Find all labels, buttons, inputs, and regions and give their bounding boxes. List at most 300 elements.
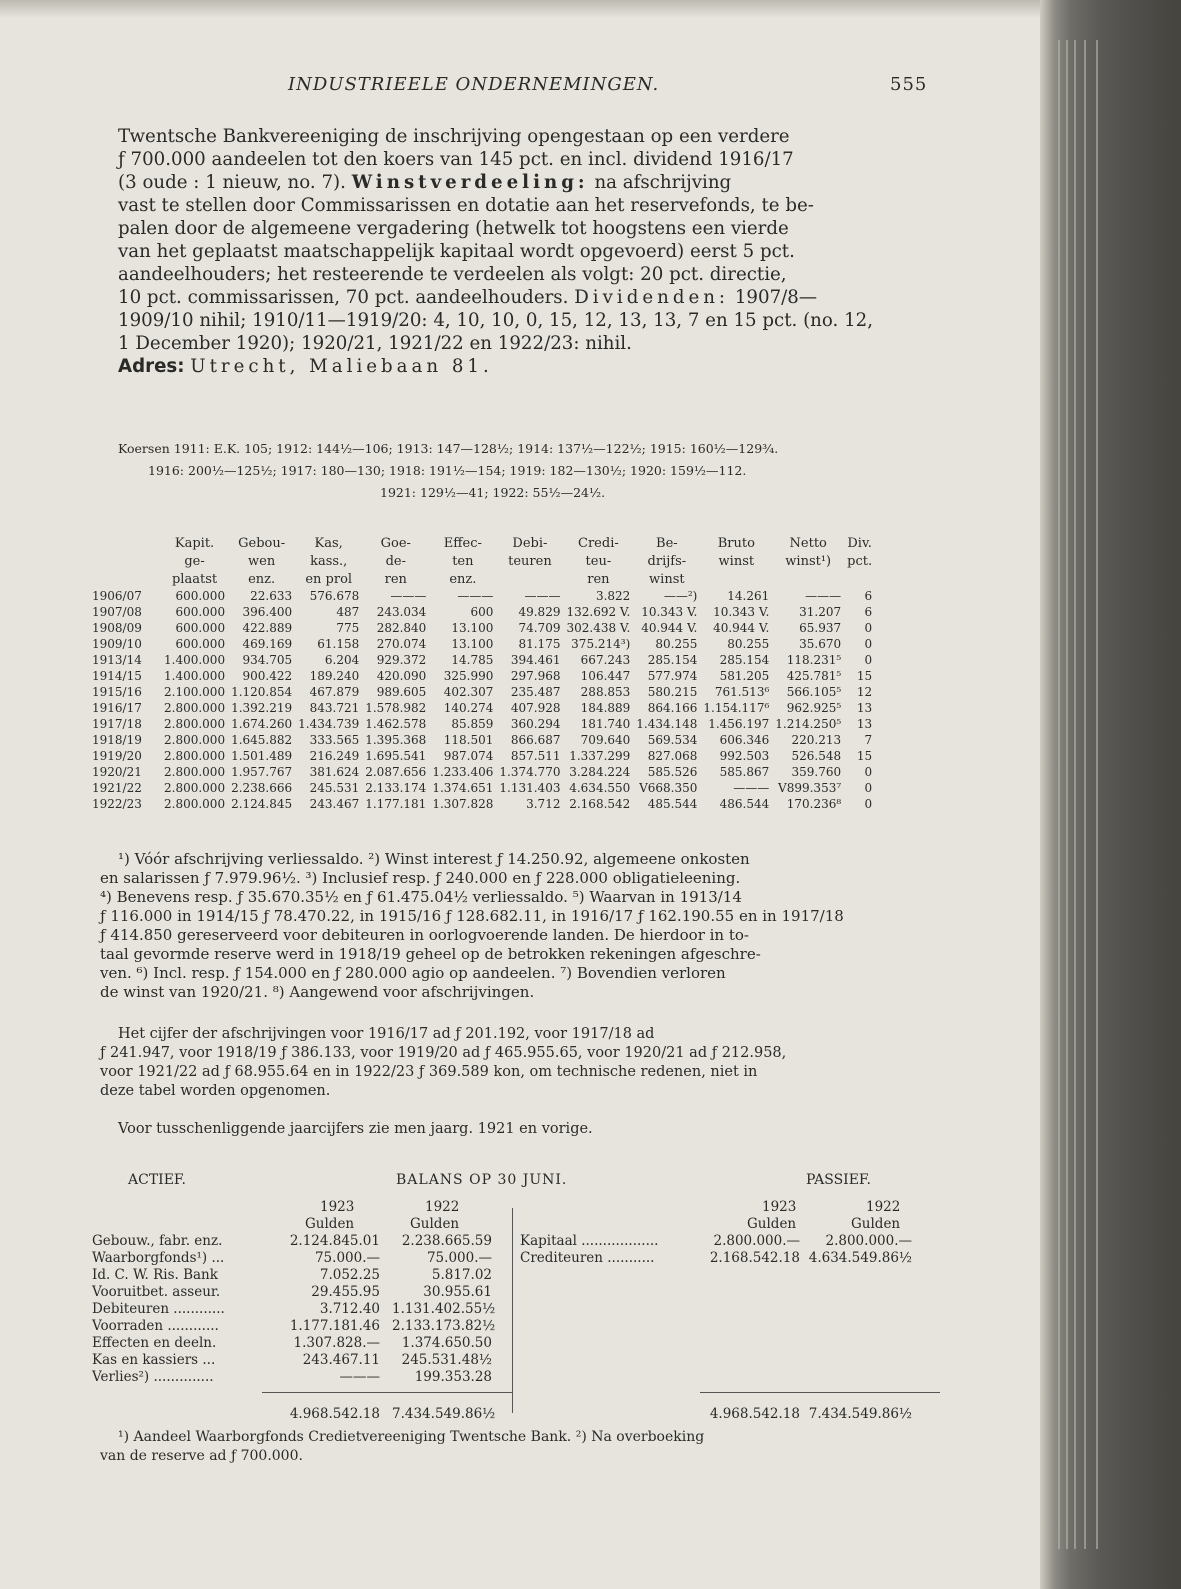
intro-line: van het geplaatst maatschappelijk kapitaal wordt opgevoerd) eerst 5 pct. [118, 241, 795, 262]
table-cell: 40.944 V. [641, 621, 698, 635]
table-cell: 35.670 [799, 637, 842, 651]
afschr-line: Het cijfer der afschrijvingen voor 1916/17 ad ƒ 201.192, voor 1917/18 ad [118, 1026, 655, 1042]
footnote-line: ¹) Vóór afschrijving verliessaldo. ²) Winst interest ƒ 14.250.92, algemeene onkosten [118, 850, 750, 868]
actief-total-1922: 7.434.549.86½ [392, 1406, 496, 1422]
actief-label: ACTIEF. [128, 1172, 186, 1188]
footnote-line: ƒ 414.850 gereserveerd voor debiteuren in oorlogvoerende landen. De hierdoor in to- [100, 926, 749, 944]
passief-unit1: Gulden [747, 1216, 797, 1232]
table-header-row [92, 534, 875, 552]
actief-item-label: Voorraden ............ [92, 1318, 219, 1334]
table-cell: 576.678 [309, 589, 360, 603]
actief-value: 7.052.25 [319, 1267, 380, 1283]
actief-item-label: Id. C. W. Ris. Bank [92, 1267, 218, 1283]
table-cell: 216.249 [309, 749, 360, 763]
table-cell: 2.124.845 [231, 797, 293, 811]
table-header-cell: ren [587, 571, 610, 587]
table-year-cell: 1919/20 [92, 749, 142, 763]
table-cell: 761.513⁶ [714, 685, 770, 699]
table-cell: 0 [864, 781, 873, 795]
table-cell: 934.705 [242, 653, 293, 667]
actief-value: 3.712.40 [319, 1301, 380, 1317]
table-cell: 40.944 V. [713, 621, 770, 635]
table-cell: 1.337.299 [569, 749, 631, 763]
passief-item-label: Crediteuren ........... [520, 1250, 655, 1266]
balance-footnote [100, 1428, 938, 1466]
table-cell: 80.255 [655, 637, 698, 651]
table-header-cell: teu- [585, 553, 612, 569]
table-cell: 243.467 [309, 797, 360, 811]
table-cell: 2.800.000 [164, 733, 226, 747]
table-cell: 333.565 [309, 733, 360, 747]
table-cell: 1.695.541 [365, 749, 427, 763]
table-cell: 0 [864, 637, 873, 651]
table-cell: 606.346 [719, 733, 770, 747]
table-header-cell: Kapit. [174, 535, 215, 551]
table-year-cell: 1908/09 [92, 621, 142, 635]
actief-value: 30.955.61 [423, 1284, 492, 1300]
table-cell: 1.434.739 [298, 717, 360, 731]
table-cell: 10.343 V. [713, 605, 770, 619]
table-cell: 1.395.368 [365, 733, 427, 747]
passief-item-label: Kapitaal .................. [520, 1233, 659, 1249]
book-spine-edge [1040, 0, 1181, 1589]
table-header-cell: kass., [310, 553, 348, 569]
intro-line: Twentsche Bankvereeniging de inschrijving opengestaan op een verdere [118, 126, 790, 147]
table-header-cell: Gebou- [238, 535, 286, 551]
table-cell: 13 [856, 701, 873, 715]
table-header-cell: winst [649, 571, 685, 587]
adres-label: Adres: [118, 356, 185, 377]
table-cell: 422.889 [242, 621, 293, 635]
table-cell: 3.712 [526, 797, 561, 811]
afschrijvingen-paragraph [100, 1025, 938, 1101]
table-header-cell: Bruto [717, 535, 755, 551]
table-header-cell [92, 534, 161, 552]
table-cell: 1.400.000 [164, 669, 226, 683]
intro-line: palen door de algemeene vergadering (hetwelk tot hoogstens een vierde [118, 218, 789, 239]
table-year-cell: 1921/22 [92, 781, 142, 795]
table-cell: 2.238.666 [231, 781, 293, 795]
table-cell: 2.800.000 [164, 701, 226, 715]
table-header-cell [496, 570, 563, 588]
table-header-cell: drijfs- [647, 553, 687, 569]
passief-label: PASSIEF. [806, 1172, 871, 1188]
table-cell: 189.240 [309, 669, 360, 683]
actief-value: 199.353.28 [414, 1369, 492, 1385]
table-row [92, 764, 875, 780]
page-top-edge [0, 0, 1040, 18]
table-header-cell [844, 570, 875, 588]
table-cell: ——²) [663, 589, 698, 603]
table-cell: 864.166 [647, 701, 698, 715]
table-row [92, 780, 875, 796]
table-cell: 585.526 [647, 765, 698, 779]
table-cell: 487 [336, 605, 360, 619]
table-cell: 600.000 [175, 589, 226, 603]
afschr-line: ƒ 241.947, voor 1918/19 ƒ 386.133, voor 1919/20 ad ƒ 465.955.65, voor 1920/21 ad ƒ 212.958, [100, 1045, 787, 1061]
table-header-row [92, 570, 875, 588]
table-header-cell: winst [718, 553, 755, 569]
table-header-cell: Kas, [314, 535, 343, 551]
actief-value: 1.374.650.50 [401, 1335, 492, 1351]
table-cell: ——— [457, 589, 494, 603]
actief-value: 243.467.11 [302, 1352, 380, 1368]
table-cell: 1.674.260 [231, 717, 293, 731]
running-header: INDUSTRIEELE ONDERNEMINGEN. [288, 74, 660, 95]
table-header-cell: enz. [449, 571, 477, 587]
table-header-cell [772, 570, 844, 588]
table-cell: 526.548 [791, 749, 842, 763]
table-cell: ——— [733, 781, 770, 795]
actief-item-label: Effecten en deeln. [92, 1335, 217, 1351]
table-cell: 243.034 [376, 605, 427, 619]
table-cell: 13.100 [451, 621, 494, 635]
table-cell: 0 [864, 653, 873, 667]
table-cell: 360.294 [510, 717, 561, 731]
actief-values-1923 [280, 1233, 380, 1386]
table-cell: 1.233.406 [432, 765, 494, 779]
intro-line: (3 oude : 1 nieuw, no. 7). Winstverdeeling: na afschrijving [118, 172, 732, 193]
koersen-line: 1916: 200½—125½; 1917: 180—130; 1918: 191½—154; 1919: 182—130½; 1920: 159½—112. [148, 463, 747, 478]
footnote-line: taal gevormde reserve werd in 1918/19 geheel op de betrokken rekeningen afgeschre- [100, 945, 761, 963]
intro-line: aandeelhouders; het resteerende te verdeelen als volgt: 20 pct. directie, [118, 264, 787, 285]
table-cell: 140.274 [443, 701, 494, 715]
actief-value: 1.307.828.— [293, 1335, 380, 1351]
table-year-cell: 1918/19 [92, 733, 142, 747]
table-cell: 61.158 [317, 637, 360, 651]
passief-total-1922: 7.434.549.86½ [808, 1406, 912, 1422]
table-cell: 1.131.403 [499, 781, 561, 795]
table-cell: 600 [470, 605, 494, 619]
passief-items [520, 1233, 658, 1267]
table-cell: ——— [524, 589, 561, 603]
table-header-cell: Netto [789, 535, 827, 551]
table-header-cell [700, 570, 772, 588]
table-row [92, 732, 875, 748]
table-header-cell: wen [248, 553, 276, 569]
actief-item-label: Waarborgfonds¹) ... [92, 1250, 225, 1266]
table-header-cell: ten [452, 553, 474, 569]
table-cell: 2.800.000 [164, 781, 226, 795]
table-cell: 381.624 [309, 765, 360, 779]
table-cell: 2.087.656 [365, 765, 427, 779]
actief-value: ——— [339, 1369, 380, 1385]
table-cell: 12 [856, 685, 873, 699]
table-cell: 425.781⁵ [786, 669, 842, 683]
table-cell: ——— [390, 589, 427, 603]
table-year-cell: 1914/15 [92, 669, 142, 683]
table-row [92, 684, 875, 700]
footnote-line: ven. ⁶) Incl. resp. ƒ 154.000 en ƒ 280.000 agio op aandeelen. ⁷) Bovendien verloren [100, 964, 726, 982]
table-cell: 2.800.000 [164, 749, 226, 763]
actief-year2: 1922 [425, 1199, 460, 1215]
table-cell: 600.000 [175, 637, 226, 651]
table-cell: 0 [864, 797, 873, 811]
table-row [92, 604, 875, 620]
table-cell: 3.822 [595, 589, 631, 603]
actief-item-label: Verlies²) .............. [92, 1369, 214, 1385]
table-cell: 375.214³) [571, 637, 631, 651]
table-cell: 1.400.000 [164, 653, 226, 667]
table-cell: 170.236⁸ [786, 797, 842, 811]
koersen-line: 1921: 129½—41; 1922: 55½—24½. [380, 485, 606, 500]
passief-year1: 1923 [762, 1199, 797, 1215]
table-cell: 992.503 [719, 749, 770, 763]
table-cell: 7 [864, 733, 873, 747]
table-cell: 1.374.770 [499, 765, 561, 779]
table-cell: 866.687 [510, 733, 561, 747]
actief-total-rule [262, 1392, 512, 1393]
table-cell: 857.511 [510, 749, 561, 763]
table-cell: 49.829 [518, 605, 561, 619]
table-cell: 325.990 [443, 669, 494, 683]
table-cell: 2.800.000 [164, 765, 226, 779]
table-year-cell: 1920/21 [92, 765, 142, 779]
koersen-line: Koersen 1911: E.K. 105; 1912: 144½—106; 1913: 147—128½; 1914: 137½—122½; 1915: 160½—129¾. [118, 441, 779, 456]
table-cell: 1.645.882 [231, 733, 293, 747]
balance-footnote-line: ¹) Aandeel Waarborgfonds Credietvereeniging Twentsche Bank. ²) Na overboeking [118, 1429, 705, 1445]
table-cell: 580.215 [647, 685, 698, 699]
passief-unit2: Gulden [851, 1216, 901, 1232]
table-cell: 569.534 [647, 733, 698, 747]
table-cell: 396.400 [242, 605, 293, 619]
table-cell: 235.487 [510, 685, 561, 699]
table-cell: 2.800.000 [164, 717, 226, 731]
passief-value: 2.168.542.18 [709, 1250, 800, 1266]
footnote-line: ƒ 116.000 in 1914/15 ƒ 78.470.22, in 1915/16 ƒ 128.682.11, in 1916/17 ƒ 162.190.55 en in 1917/18 [100, 907, 844, 925]
table-cell: 0 [864, 765, 873, 779]
table-cell: 1.392.219 [231, 701, 293, 715]
table-year-cell: 1917/18 [92, 717, 142, 731]
table-year-cell: 1913/14 [92, 653, 142, 667]
table-cell: 288.853 [580, 685, 631, 699]
table-cell: 566.105⁵ [786, 685, 842, 699]
table-cell: 485.544 [647, 797, 698, 811]
table-cell: 85.859 [451, 717, 494, 731]
actief-item-label: Kas en kassiers ... [92, 1352, 216, 1368]
actief-item-label: Debiteuren ............ [92, 1301, 225, 1317]
table-cell: 181.740 [580, 717, 631, 731]
table-cell: 297.968 [510, 669, 561, 683]
table-cell: 2.100.000 [164, 685, 226, 699]
table-header-cell: Debi- [512, 535, 548, 551]
table-year-cell: 1906/07 [92, 589, 142, 603]
table-cell: 1.434.148 [636, 717, 698, 731]
table-cell: V899.353⁷ [778, 781, 842, 795]
table-row [92, 652, 875, 668]
intro-line: vast te stellen door Commissarissen en dotatie aan het reservefonds, te be- [118, 195, 814, 216]
table-cell: 2.800.000 [164, 797, 226, 811]
page-number: 555 [890, 74, 928, 95]
table-cell: 0 [864, 621, 873, 635]
footnote-line: en salarissen ƒ 7.979.96½. ³) Inclusief resp. ƒ 240.000 en ƒ 228.000 obligatieleening. [100, 869, 741, 887]
table-header-cell: de- [385, 553, 406, 569]
balance-divider [512, 1208, 513, 1413]
table-cell: 270.074 [376, 637, 427, 651]
adres-value: Utrecht, Maliebaan 81. [190, 356, 493, 377]
table-cell: 2.133.174 [365, 781, 427, 795]
table-cell: 14.261 [727, 589, 770, 603]
table-header-row [92, 552, 875, 570]
table-cell: 220.213 [791, 733, 842, 747]
actief-item-label: Vooruitbet. asseur. [92, 1284, 221, 1300]
table-header-cell: teuren [508, 553, 552, 569]
table-cell: 81.175 [518, 637, 561, 651]
table-cell: 1.154.117⁶ [703, 701, 770, 715]
actief-value: 2.238.665.59 [401, 1233, 492, 1249]
actief-values-1922 [392, 1233, 496, 1386]
table-year-cell: 1915/16 [92, 685, 142, 699]
address-line [118, 355, 938, 378]
intro-line: 1 December 1920); 1920/21, 1921/22 en 1922/23: nihil. [118, 333, 632, 354]
table-header-cell: enz. [248, 571, 276, 587]
table-cell: 843.721 [309, 701, 360, 715]
actief-value: 75.000.— [314, 1250, 380, 1266]
table-header-cell: Div. [847, 535, 872, 551]
actief-year1: 1923 [320, 1199, 355, 1215]
table-cell: 1.307.828 [432, 797, 494, 811]
table-cell: 184.889 [580, 701, 631, 715]
table-cell: 469.169 [242, 637, 293, 651]
table-cell: 1.957.767 [231, 765, 293, 779]
table-row [92, 636, 875, 652]
intro-paragraph [118, 125, 938, 378]
table-header-cell: pct. [847, 553, 873, 569]
table-cell: 118.501 [443, 733, 494, 747]
afschr-line: deze tabel worden opgenomen. [100, 1083, 331, 1099]
actief-value: 245.531.48½ [401, 1352, 492, 1368]
table-cell: 285.154 [719, 653, 770, 667]
intro-line: 1909/10 nihil; 1910/11—1919/20: 4, 10, 10, 0, 15, 12, 13, 13, 7 en 15 pct. (no. 12, [118, 310, 873, 331]
table-cell: 900.422 [242, 669, 293, 683]
intro-line: 10 pct. commissarissen, 70 pct. aandeelhouders. Dividenden: 1907/8— [118, 287, 818, 308]
table-year-cell: 1922/23 [92, 797, 142, 811]
actief-unit1: Gulden [305, 1216, 355, 1232]
table-header-cell: Goe- [380, 535, 411, 551]
table-header-cell: plaatst [171, 571, 218, 587]
table-cell: 80.255 [727, 637, 770, 651]
actief-items [92, 1233, 225, 1386]
table-cell: 245.531 [309, 781, 360, 795]
financial-table [92, 534, 875, 812]
table-cell: 1.501.489 [231, 749, 293, 763]
table-cell: 285.154 [647, 653, 698, 667]
intro-line: ƒ 700.000 aandeelen tot den koers van 145 pct. en incl. dividend 1916/17 [118, 149, 794, 170]
table-row [92, 700, 875, 716]
table-cell: 31.207 [799, 605, 842, 619]
footnote-line: ⁴) Benevens resp. ƒ 35.670.35½ en ƒ 61.475.04½ verliessaldo. ⁵) Waarvan in 1913/14 [100, 888, 742, 906]
table-cell: 3.284.224 [569, 765, 631, 779]
actief-value: 29.455.95 [311, 1284, 380, 1300]
table-cell: 827.068 [647, 749, 698, 763]
table-header-cell [92, 570, 161, 588]
table-cell: 929.372 [376, 653, 427, 667]
table-cell: 962.925⁵ [786, 701, 842, 715]
table-cell: 6 [864, 605, 873, 619]
table-cell: 394.461 [510, 653, 561, 667]
passief-value: 4.634.549.86½ [808, 1250, 912, 1266]
table-cell: 1.456.197 [708, 717, 770, 731]
table-header-cell: ren [384, 571, 407, 587]
table-cell: 600.000 [175, 605, 226, 619]
actief-value: 2.124.845.01 [289, 1233, 380, 1249]
actief-item-label: Gebouw., fabr. enz. [92, 1233, 223, 1249]
passief-values-1922 [808, 1233, 912, 1267]
table-year-cell: 1916/17 [92, 701, 142, 715]
passief-year2: 1922 [866, 1199, 901, 1215]
footnotes [100, 850, 938, 1002]
table-header-cell: winst¹) [785, 553, 832, 569]
table-row [92, 620, 875, 636]
table-cell: 359.760 [791, 765, 842, 779]
table-cell: 22.633 [250, 589, 293, 603]
actief-value: 1.177.181.46 [289, 1318, 380, 1334]
table-cell: 775 [336, 621, 360, 635]
table-row [92, 588, 875, 604]
actief-value: 5.817.02 [431, 1267, 492, 1283]
dividenden-label: Dividenden: [574, 287, 730, 308]
afschr-line: voor 1921/22 ad ƒ 68.955.64 en in 1922/23 ƒ 369.589 kon, om technische redenen, niet in [100, 1064, 758, 1080]
table-cell: ——— [805, 589, 842, 603]
koersen-block [118, 438, 938, 504]
table-cell: 2.168.542 [569, 797, 631, 811]
table-cell: 1.374.651 [432, 781, 494, 795]
table-cell: 282.840 [376, 621, 427, 635]
table-cell: 407.928 [510, 701, 561, 715]
table-cell: 987.074 [443, 749, 494, 763]
passief-value: 2.800.000.— [825, 1233, 912, 1249]
table-cell: 402.307 [443, 685, 494, 699]
table-header-cell: en prol [305, 571, 353, 587]
table-cell: 1.462.578 [365, 717, 427, 731]
passief-values-1923 [700, 1233, 800, 1267]
actief-value: 1.131.402.55½ [392, 1301, 496, 1317]
table-cell: 1.214.250⁵ [775, 717, 842, 731]
table-cell: 118.231⁵ [786, 653, 842, 667]
table-header-cell: Credi- [578, 535, 619, 551]
table-header-cell: Effec- [443, 535, 482, 551]
table-cell: 14.785 [451, 653, 494, 667]
table-cell: 1.120.854 [231, 685, 293, 699]
table-cell: 15 [856, 749, 873, 763]
actief-unit2: Gulden [410, 1216, 460, 1232]
table-cell: 132.692 V. [566, 605, 631, 619]
table-cell: 10.343 V. [641, 605, 698, 619]
table-cell: 106.447 [580, 669, 631, 683]
table-cell: 6 [864, 589, 873, 603]
balance-title: BALANS OP 30 JUNI. [396, 1172, 568, 1188]
balance-footnote-line: van de reserve ad ƒ 700.000. [100, 1448, 303, 1464]
table-year-cell: 1907/08 [92, 605, 142, 619]
table-header-cell: ge- [184, 553, 205, 569]
table-cell: 13 [856, 717, 873, 731]
voor-text: Voor tusschenliggende jaarcijfers zie men jaarg. 1921 en vorige. [118, 1121, 593, 1137]
actief-total-1923: 4.968.542.18 [289, 1406, 380, 1422]
table-cell: 486.544 [719, 797, 770, 811]
passief-total-rule [700, 1392, 940, 1393]
table-cell: 585.867 [719, 765, 770, 779]
table-header-cell [92, 552, 161, 570]
passief-total-1923: 4.968.542.18 [709, 1406, 800, 1422]
passief-value: 2.800.000.— [713, 1233, 800, 1249]
table-cell: 709.640 [580, 733, 631, 747]
table-cell: 667.243 [580, 653, 631, 667]
table-header-cell: Be- [656, 535, 678, 551]
table-row [92, 716, 875, 732]
table-cell: 302.438 V. [566, 621, 631, 635]
table-row [92, 748, 875, 764]
table-row [92, 668, 875, 684]
